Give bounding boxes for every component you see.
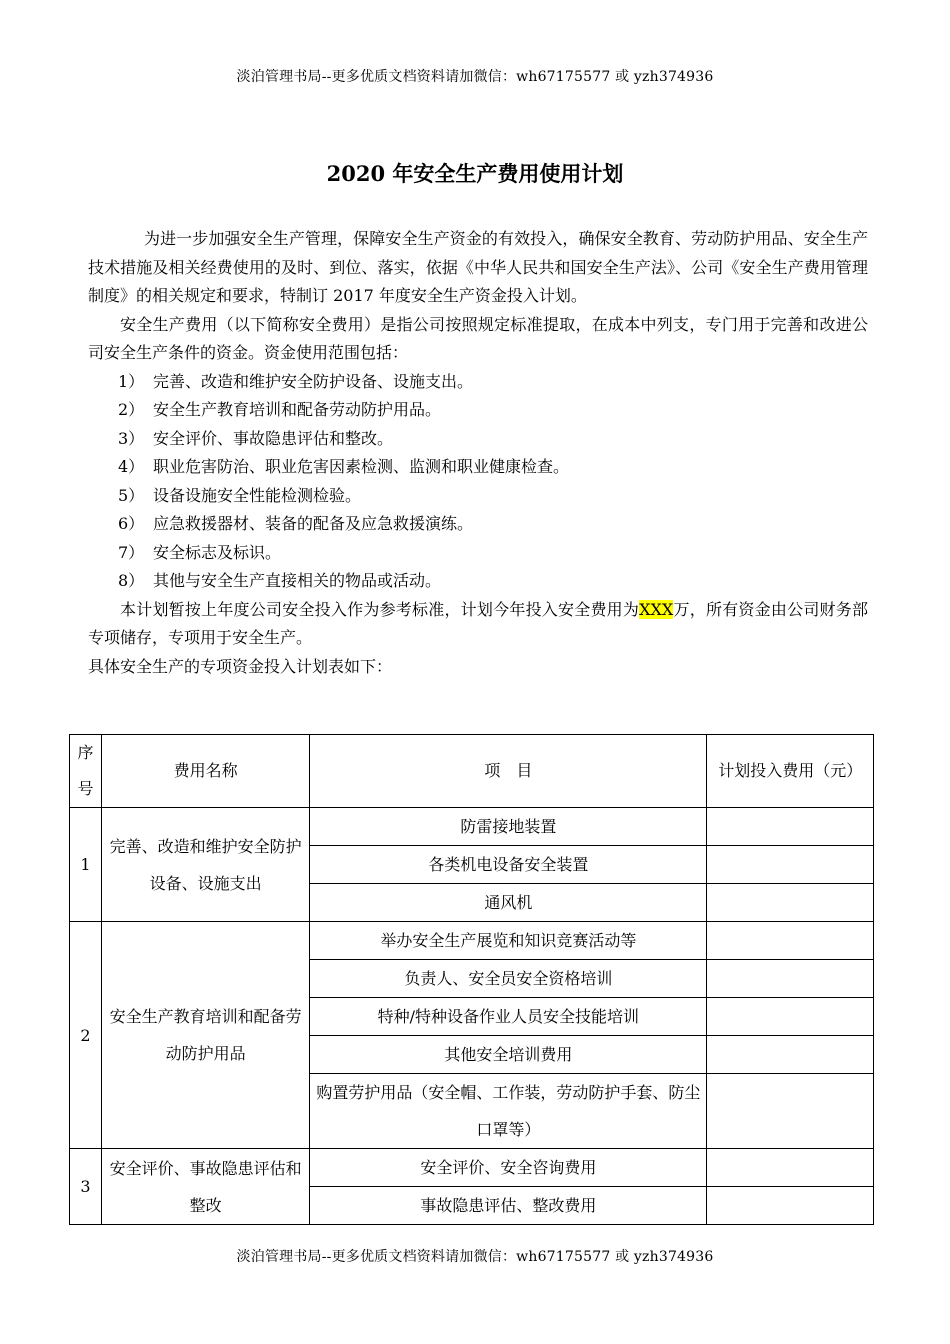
- header-seq: 序号: [70, 735, 102, 808]
- intro-paragraph: 为进一步加强安全生产管理，保障安全生产资金的有效投入，确保安全教育、劳动防护用品、安全生产技术措施及相关经费使用的及时、到位、落实，依据《中华人民共和国安全生产法》、公司《安全生产费用管理制度》的相关规定和要求，特制订 2017 年度安全生产资金投入计划。: [88, 229, 868, 305]
- amount-cell: [707, 884, 874, 922]
- item-cell: 购置劳护用品（安全帽、工作装，劳动防护手套、防尘口罩等）: [310, 1074, 707, 1149]
- item-cell: 举办安全生产展览和知识竞赛活动等: [310, 922, 707, 960]
- amount-cell: [707, 998, 874, 1036]
- group-name: 完善、改造和维护安全防护设备、设施支出: [102, 808, 310, 922]
- scope-item: 3） 安全评价、事故隐患评估和整改。: [118, 428, 394, 448]
- amount-cell: [707, 922, 874, 960]
- scope-item: 6） 应急救援器材、装备的配备及应急救援演练。: [118, 514, 474, 533]
- scope-item: 5） 设备设施安全性能检测检验。: [118, 485, 362, 505]
- amount-cell: [707, 1187, 874, 1225]
- group-name: 安全评价、事故隐患评估和整改: [102, 1149, 310, 1225]
- group-name: 安全生产教育培训和配备劳动防护用品: [102, 922, 310, 1149]
- page-footer: 淡泊管理书局--更多优质文档资料请加微信：wh67175577 或 yzh374936: [236, 1249, 714, 1265]
- header-name: 费用名称: [102, 735, 310, 808]
- item-cell: 各类机电设备安全装置: [310, 846, 707, 884]
- budget-amount-highlight: XXX: [639, 599, 674, 619]
- group-seq: 3: [70, 1149, 102, 1225]
- amount-cell: [707, 1036, 874, 1074]
- table-row: [70, 808, 874, 846]
- group-seq: 2: [70, 922, 102, 1149]
- item-cell: 其他安全培训费用: [310, 1036, 707, 1074]
- header-item: 项 目: [310, 735, 707, 808]
- amount-cell: [707, 960, 874, 998]
- table-row: [70, 922, 874, 960]
- page-header: 淡泊管理书局--更多优质文档资料请加微信：wh67175577 或 yzh374936: [236, 69, 714, 85]
- investment-plan-table: [69, 734, 874, 1225]
- amount-cell: [707, 846, 874, 884]
- table-intro-paragraph: 具体安全生产的专项资金投入计划表如下：: [88, 656, 393, 676]
- scope-item: 7） 安全标志及标识。: [118, 542, 282, 562]
- table-header-row: [70, 735, 874, 808]
- amount-cell: [707, 1149, 874, 1187]
- header-amount: 计划投入费用（元）: [707, 735, 874, 808]
- scope-item: 1） 完善、改造和维护安全防护设备、设施支出。: [118, 371, 474, 391]
- document-body: [88, 225, 868, 681]
- item-cell: 负责人、安全员安全资格培训: [310, 960, 707, 998]
- item-cell: 事故隐患评估、整改费用: [310, 1187, 707, 1225]
- amount-cell: [707, 1074, 874, 1149]
- document-title: 2020 年安全生产费用使用计划: [326, 161, 624, 186]
- item-cell: 特种/特种设备作业人员安全技能培训: [310, 998, 707, 1036]
- budget-paragraph: 本计划暂按上年度公司安全投入作为参考标准，计划今年投入安全费用为XXX万，所有资金由公司财务部专项储存，专项用于安全生产。: [88, 599, 868, 647]
- table-row: [70, 1149, 874, 1187]
- scope-item: 4） 职业危害防治、职业危害因素检测、监测和职业健康检查。: [118, 457, 570, 476]
- scope-list: [88, 368, 868, 596]
- item-cell: 防雷接地装置: [310, 808, 707, 846]
- item-cell: 通风机: [310, 884, 707, 922]
- scope-item: 8） 其他与安全生产直接相关的物品或活动。: [118, 571, 442, 590]
- definition-paragraph: 安全生产费用（以下简称安全费用）是指公司按照规定标准提取，在成本中列支，专门用于完善和改进公司安全生产条件的资金。资金使用范围包括：: [88, 314, 868, 362]
- scope-item: 2） 安全生产教育培训和配备劳动防护用品。: [118, 400, 442, 419]
- item-cell: 安全评价、安全咨询费用: [310, 1149, 707, 1187]
- amount-cell: [707, 808, 874, 846]
- group-seq: 1: [70, 808, 102, 922]
